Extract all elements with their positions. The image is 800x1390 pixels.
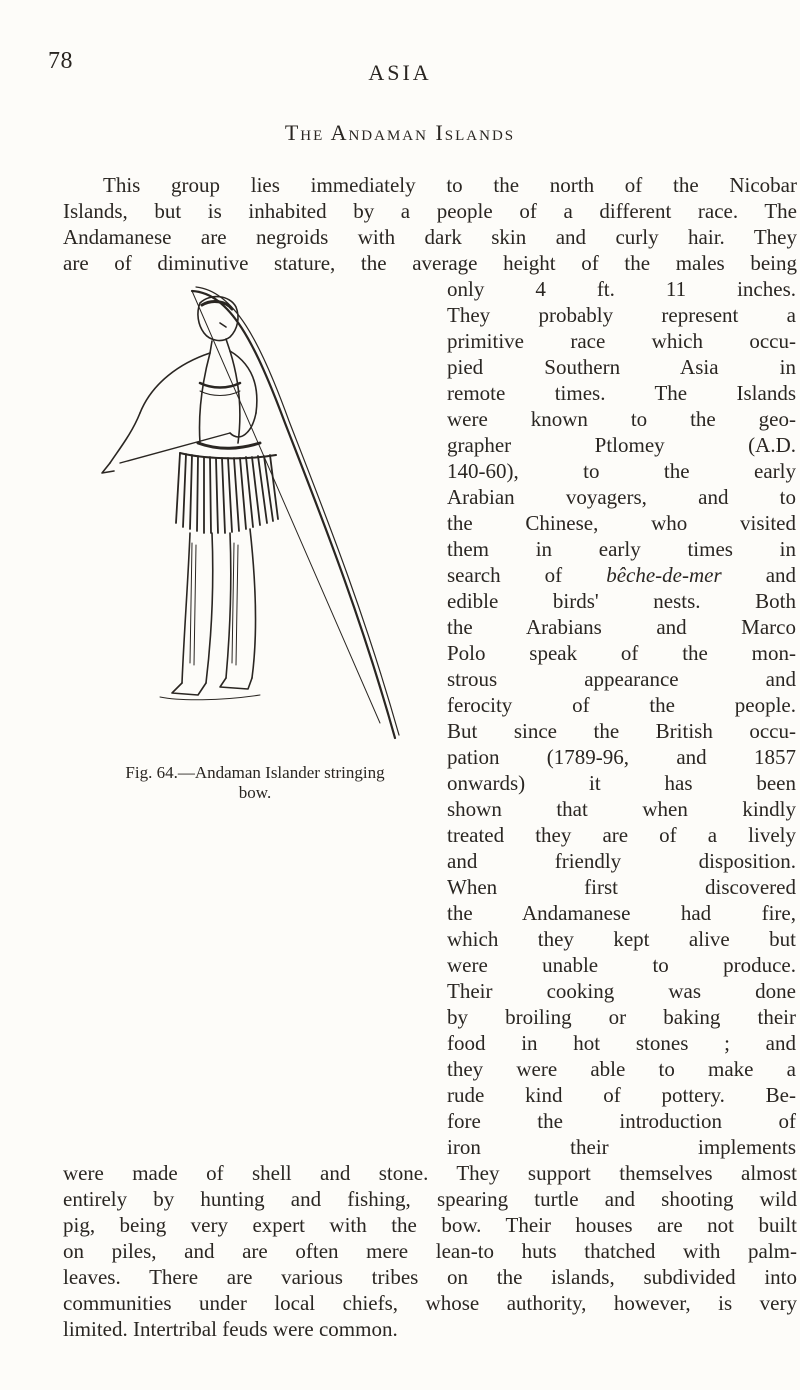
andaman-islander-drawing xyxy=(80,283,430,748)
text-line: limited. Intertribal feuds were common. xyxy=(63,1317,398,1341)
figure-caption xyxy=(70,763,440,803)
text-line: primitive race which occu- xyxy=(447,329,796,353)
text-line: pied Southern Asia in xyxy=(447,355,796,379)
text-line: which they kept alive but xyxy=(447,927,796,951)
text-line: They probably represent a xyxy=(447,303,796,327)
text-line: Polo speak of the mon- xyxy=(447,641,796,665)
text-line: Andamanese are negroids with dark skin and curly hair. They xyxy=(63,225,797,249)
section-title: The Andaman Islands xyxy=(284,120,516,145)
text-line: iron their implements xyxy=(447,1135,796,1159)
text-line: remote times. The Islands xyxy=(447,381,796,405)
text-line: the Chinese, who visited xyxy=(447,511,796,535)
text-line: edible birds' nests. Both xyxy=(447,589,796,613)
text-fragment: and xyxy=(721,563,797,587)
text-line: they were able to make a xyxy=(447,1057,796,1081)
caption-line: Fig. 64.—Andaman Islander stringing xyxy=(125,763,385,782)
text-line: onwards) it has been xyxy=(447,771,796,795)
text-line-with-italic xyxy=(447,562,796,588)
text-line: were made of shell and stone. They support themselves almost xyxy=(63,1161,797,1185)
text-line: the Arabians and Marco xyxy=(447,615,796,639)
text-line: were unable to produce. xyxy=(447,953,796,977)
text-line: treated they are of a lively xyxy=(447,823,796,847)
text-line: ferocity of the people. xyxy=(447,693,796,717)
text-line: by broiling or baking their xyxy=(447,1005,796,1029)
text-line: leaves. There are various tribes on the islands, subdivided into xyxy=(63,1265,797,1289)
text-line: 140-60), to the early xyxy=(447,459,796,483)
text-line: Their cooking was done xyxy=(447,979,796,1003)
text-line: communities under local chiefs, whose authority, however, is very xyxy=(63,1291,797,1315)
text-line: Islands, but is inhabited by a people of a different race. The xyxy=(63,199,797,223)
text-line: This group lies immediately to the north of the Nicobar xyxy=(103,173,797,197)
caption-line: bow. xyxy=(238,783,272,802)
text-line: the Andamanese had fire, xyxy=(447,901,796,925)
text-line: fore the introduction of xyxy=(447,1109,796,1133)
page-number: 78 xyxy=(48,48,73,74)
text-line: But since the British occu- xyxy=(447,719,796,743)
text-line: pation (1789-96, and 1857 xyxy=(447,745,796,769)
text-line: When first discovered xyxy=(447,875,796,899)
text-line: them in early times in xyxy=(447,537,796,561)
text-line: pig, being very expert with the bow. Their houses are not built xyxy=(63,1213,797,1237)
italic-term: bêche-de-mer xyxy=(606,563,722,587)
text-line: shown that when kindly xyxy=(447,797,796,821)
text-line: only 4 ft. 11 inches. xyxy=(447,277,796,301)
text-line: were known to the geo- xyxy=(447,407,796,431)
text-line: and friendly disposition. xyxy=(447,849,796,873)
text-line: grapher Ptlomey (A.D. xyxy=(447,433,796,457)
text-line: entirely by hunting and fishing, spearing turtle and shooting wild xyxy=(63,1187,797,1211)
text-line: search of xyxy=(447,563,563,587)
running-head: ASIA xyxy=(368,60,432,85)
text-line: rude kind of pottery. Be- xyxy=(447,1083,796,1107)
figure-illustration xyxy=(80,283,430,748)
text-line: are of diminutive stature, the average height of the males being xyxy=(63,251,797,275)
text-line: on piles, and are often mere lean-to huts thatched with palm- xyxy=(63,1239,797,1263)
text-line: food in hot stones ; and xyxy=(447,1031,796,1055)
text-line: Arabian voyagers, and to xyxy=(447,485,796,509)
text-line: strous appearance and xyxy=(447,667,796,691)
